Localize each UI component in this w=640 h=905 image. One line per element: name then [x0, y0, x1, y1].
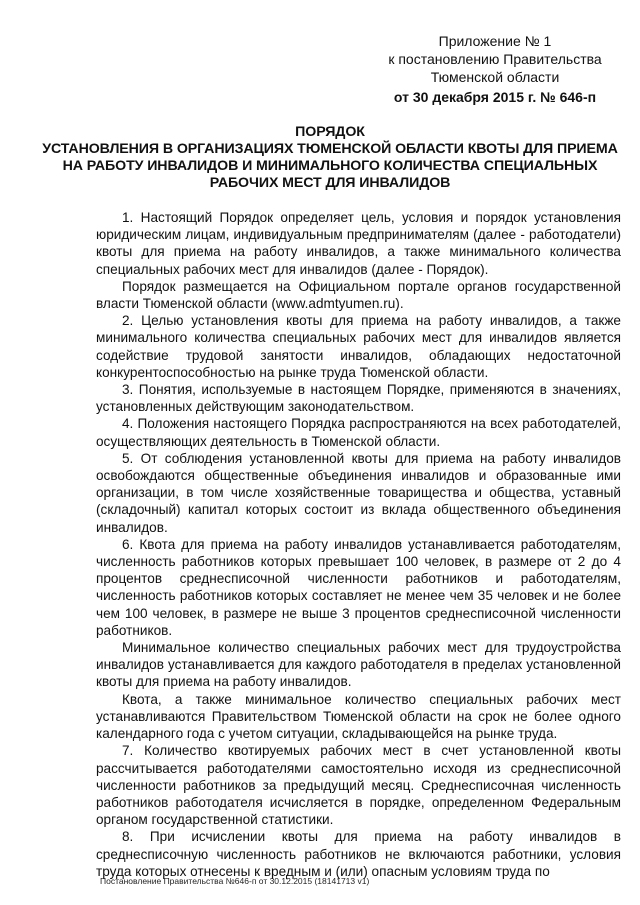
- title-subheading: УСТАНОВЛЕНИЯ В ОРГАНИЗАЦИЯХ ТЮМЕНСКОЙ ОБЛАСТИ КВОТЫ ДЛЯ ПРИЕМА НА РАБОТУ ИНВАЛИДОВ И МИНИМАЛЬНОГО КОЛИЧЕСТВА СПЕЦИАЛЬНЫХ РАБОЧИХ МЕСТ ДЛЯ ИНВАЛИДОВ: [42, 141, 618, 191]
- appendix-label: Приложение № 1: [438, 33, 552, 49]
- paragraph-6: 6. Квота для приема на работу инвалидов устанавливается работодателям, численность работников которых превышает 100 человек, в размере от 2 до 4 процентов среднесписочной численности работников и работодателям, численность работников которых составляет не менее чем 35 человек и не более чем 100 человек, в размере не выше 3 процентов среднесписочной численности работников.: [96, 536, 621, 638]
- paragraph-5: 5. От соблюдения установленной квоты для приема на работу инвалидов освобождаются общественные объединения инвалидов и образованные ими организации, в том числе хозяйственные товарищества и общества, уставный (складочный) капитал которых состоит из вклада общественного объединения инвалидов.: [96, 450, 621, 535]
- reference-date: от 30 декабря 2015 г. № 646-п: [393, 89, 597, 105]
- paragraph-6-term: Квота, а также минимальное количество специальных рабочих мест устанавливаются Правительством Тюменской области на срок не более одного календарного года с учетом ситуации, складывающейся на рынке труда.: [96, 691, 621, 742]
- document-title: [40, 124, 620, 192]
- document-footer: Постановление Правительства №646-п от 30.12.2015 (18141713 v1): [100, 876, 370, 886]
- paragraph-1-portal: Порядок размещается на Официальном портале органов государственной власти Тюменской области (www.admtyumen.ru).: [96, 278, 621, 312]
- paragraph-3: 3. Понятия, используемые в настоящем Порядке, применяются в значениях, установленных действующим законодательством.: [96, 382, 621, 415]
- paragraph-6-minimum: Минимальное количество специальных рабочих мест для трудоустройства инвалидов устанавливается для каждого работодателя в пределах установленной квоты для приема на работу инвалидов.: [96, 640, 621, 690]
- paragraph-1: 1. Настоящий Порядок определяет цель, условия и порядок установления юридическим лицам, индивидуальным предпринимателям (далее - работодатели) квоты для приема на работу инвалидов, а также минимального количества специальных рабочих мест для инвалидов (далее - Порядок).: [96, 210, 621, 277]
- paragraph-4: 4. Положения настоящего Порядка распространяются на всех работодателей, осуществляющих деятельность в Тюменской области.: [96, 416, 621, 449]
- title-heading: ПОРЯДОК: [295, 124, 365, 140]
- document-body: [96, 209, 621, 880]
- paragraph-2: 2. Целью установления квоты для приема на работу инвалидов, а также минимального количества специальных рабочих мест для инвалидов является содействие трудовой занятости инвалидов, обладающих недостаточной конкурентоспособностью на рынке труда Тюменской области.: [96, 313, 621, 380]
- paragraph-7: 7. Количество квотируемых рабочих мест в счет установленной квоты рассчитывается работодателями самостоятельно исходя из среднесписочной численности работников за предыдущий месяц. Среднесписочная численность работников работодателя исчисляется в порядке, определенном Федеральным органом государственной статистики.: [96, 743, 621, 828]
- paragraph-8: 8. При исчислении квоты для приема на работу инвалидов в среднесписочную численность работников не включаются работники, условия труда которых отнесены к вредным и (или) опасным условиям труда по: [96, 829, 621, 879]
- reference-line-2: Тюменской области: [430, 69, 560, 85]
- document-header: [360, 32, 630, 106]
- reference-line-1: к постановлению Правительства: [388, 51, 602, 67]
